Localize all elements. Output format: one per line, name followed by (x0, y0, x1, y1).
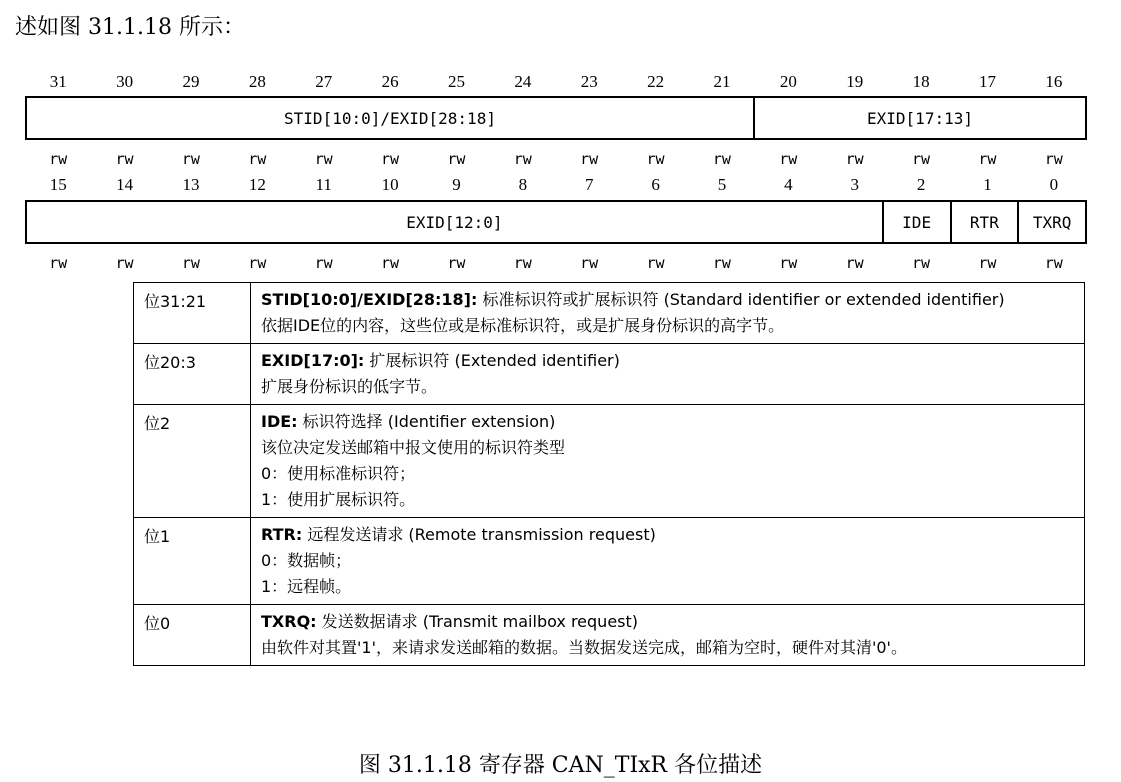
bit-range: 位1 (134, 518, 251, 605)
description-row (134, 605, 1085, 666)
access-type: rw (447, 254, 466, 272)
access-type: rw (248, 150, 267, 168)
description-title (261, 287, 1076, 313)
access-type: rw (712, 254, 731, 272)
bit-range: 位20:3 (134, 344, 251, 405)
field-name: STID[10:0]/EXID[28:18]: (261, 290, 478, 309)
field-title: 扩展标识符 (Extended identifier) (364, 351, 620, 370)
field-name: IDE: (261, 412, 298, 431)
bit-number: 28 (248, 72, 266, 91)
description-title (261, 348, 1076, 374)
bit-number: 14 (116, 175, 134, 194)
description-title (261, 522, 1076, 548)
access-type: rw (381, 254, 400, 272)
bit-description (251, 405, 1085, 518)
bit-number: 31 (49, 72, 67, 91)
bit-range: 位0 (134, 605, 251, 666)
intro-text: 述如图 31.1.18 所示： (15, 15, 245, 40)
description-title (261, 609, 1076, 635)
field-name: TXRQ: (261, 612, 317, 631)
bit-number: 7 (584, 175, 594, 194)
description-line: 扩展身份标识的低字节。 (261, 377, 438, 396)
bit-number: 12 (248, 175, 266, 194)
description-line: 0：数据帧； (261, 551, 352, 570)
bit-description-table (133, 282, 1085, 666)
description-row (134, 518, 1085, 605)
bit-number: 15 (49, 175, 67, 194)
description-line: 1：远程帧。 (261, 577, 352, 596)
access-type: rw (49, 150, 68, 168)
lower-access-row (25, 254, 1087, 272)
access-type: rw (49, 254, 68, 272)
access-type: rw (314, 254, 333, 272)
register-field: TXRQ (1017, 202, 1087, 242)
access-type: rw (314, 150, 333, 168)
access-type: rw (779, 150, 798, 168)
access-type: rw (513, 254, 532, 272)
bit-number: 21 (713, 72, 731, 91)
access-type: rw (1044, 254, 1063, 272)
access-type: rw (845, 254, 864, 272)
register-field: IDE (882, 202, 950, 242)
bit-number: 17 (978, 72, 996, 91)
upper-bit-numbers (25, 72, 1087, 92)
bit-number: 1 (983, 175, 992, 194)
field-title: 标准标识符或扩展标识符 (Standard identifier or extended identifier) (477, 290, 1005, 309)
access-type: rw (181, 150, 200, 168)
bit-number: 13 (182, 175, 200, 194)
field-name: RTR: (261, 525, 303, 544)
bit-number: 16 (1045, 72, 1063, 91)
description-row (134, 283, 1085, 344)
access-type: rw (978, 254, 997, 272)
description-line: 0：使用标准标识符； (261, 464, 416, 483)
bit-number: 2 (916, 175, 926, 194)
bit-number: 27 (315, 72, 333, 91)
access-type: rw (580, 254, 599, 272)
access-type: rw (381, 150, 400, 168)
access-type: rw (1044, 150, 1063, 168)
bit-number: 3 (850, 175, 859, 194)
field-name: EXID[17:0]: (261, 351, 365, 370)
description-row (134, 344, 1085, 405)
field-title: 发送数据请求 (Transmit mailbox request) (316, 612, 639, 631)
access-type: rw (845, 150, 864, 168)
access-type: rw (115, 150, 134, 168)
bit-number: 23 (580, 72, 598, 91)
bit-number: 18 (912, 72, 930, 91)
bit-number: 30 (116, 72, 134, 91)
description-title (261, 409, 1076, 435)
bit-number: 19 (846, 72, 864, 91)
access-type: rw (912, 150, 931, 168)
register-field: EXID[12:0] (25, 202, 882, 242)
bit-number: 29 (182, 72, 200, 91)
bit-number: 8 (518, 175, 528, 194)
access-type: rw (646, 254, 665, 272)
bit-description (251, 518, 1085, 605)
register-field: STID[10:0]/EXID[28:18] (25, 98, 753, 138)
upper-access-row (25, 150, 1087, 168)
access-type: rw (912, 254, 931, 272)
bit-range: 位2 (134, 405, 251, 518)
bit-number: 11 (315, 175, 332, 194)
field-title: 远程发送请求 (Remote transmission request) (302, 525, 656, 544)
register-field: RTR (950, 202, 1018, 242)
figure-caption: 图 31.1.18 寄存器 CAN_TIxR 各位描述 (358, 753, 763, 778)
description-line: 由软件对其置'1'，来请求发送邮箱的数据。当数据发送完成，邮箱为空时，硬件对其清'0'。 (261, 638, 907, 657)
register-field: EXID[17:13] (753, 98, 1087, 138)
description-line: 1：使用扩展标识符。 (261, 490, 416, 509)
description-line: 依据IDE位的内容，这些位或是标准标识符，或是扩展身份标识的高字节。 (261, 316, 785, 335)
bit-number: 4 (784, 175, 793, 194)
lower-register-row (25, 200, 1087, 244)
access-type: rw (115, 254, 134, 272)
access-type: rw (447, 150, 466, 168)
bit-number: 20 (779, 72, 797, 91)
bit-description (251, 344, 1085, 405)
description-line: 该位决定发送邮箱中报文使用的标识符类型 (261, 438, 566, 457)
access-type: rw (646, 150, 665, 168)
field-title: 标识符选择 (Identifier extension) (297, 412, 556, 431)
description-row (134, 405, 1085, 518)
bit-number: 22 (647, 72, 665, 91)
access-type: rw (513, 150, 532, 168)
bit-range: 位31:21 (134, 283, 251, 344)
access-type: rw (779, 254, 798, 272)
bit-number: 25 (447, 72, 465, 91)
lower-bit-numbers (25, 175, 1087, 195)
bit-description (251, 605, 1085, 666)
access-type: rw (248, 254, 267, 272)
bit-number: 24 (514, 72, 532, 91)
bit-number: 0 (1049, 175, 1059, 194)
bit-description (251, 283, 1085, 344)
access-type: rw (580, 150, 599, 168)
access-type: rw (181, 254, 200, 272)
bit-number: 5 (717, 175, 727, 194)
bit-number: 9 (452, 175, 461, 194)
upper-register-row (25, 96, 1087, 140)
bit-number: 10 (381, 175, 399, 194)
bit-number: 26 (381, 72, 399, 91)
bit-number: 6 (651, 175, 660, 194)
access-type: rw (978, 150, 997, 168)
access-type: rw (712, 150, 731, 168)
